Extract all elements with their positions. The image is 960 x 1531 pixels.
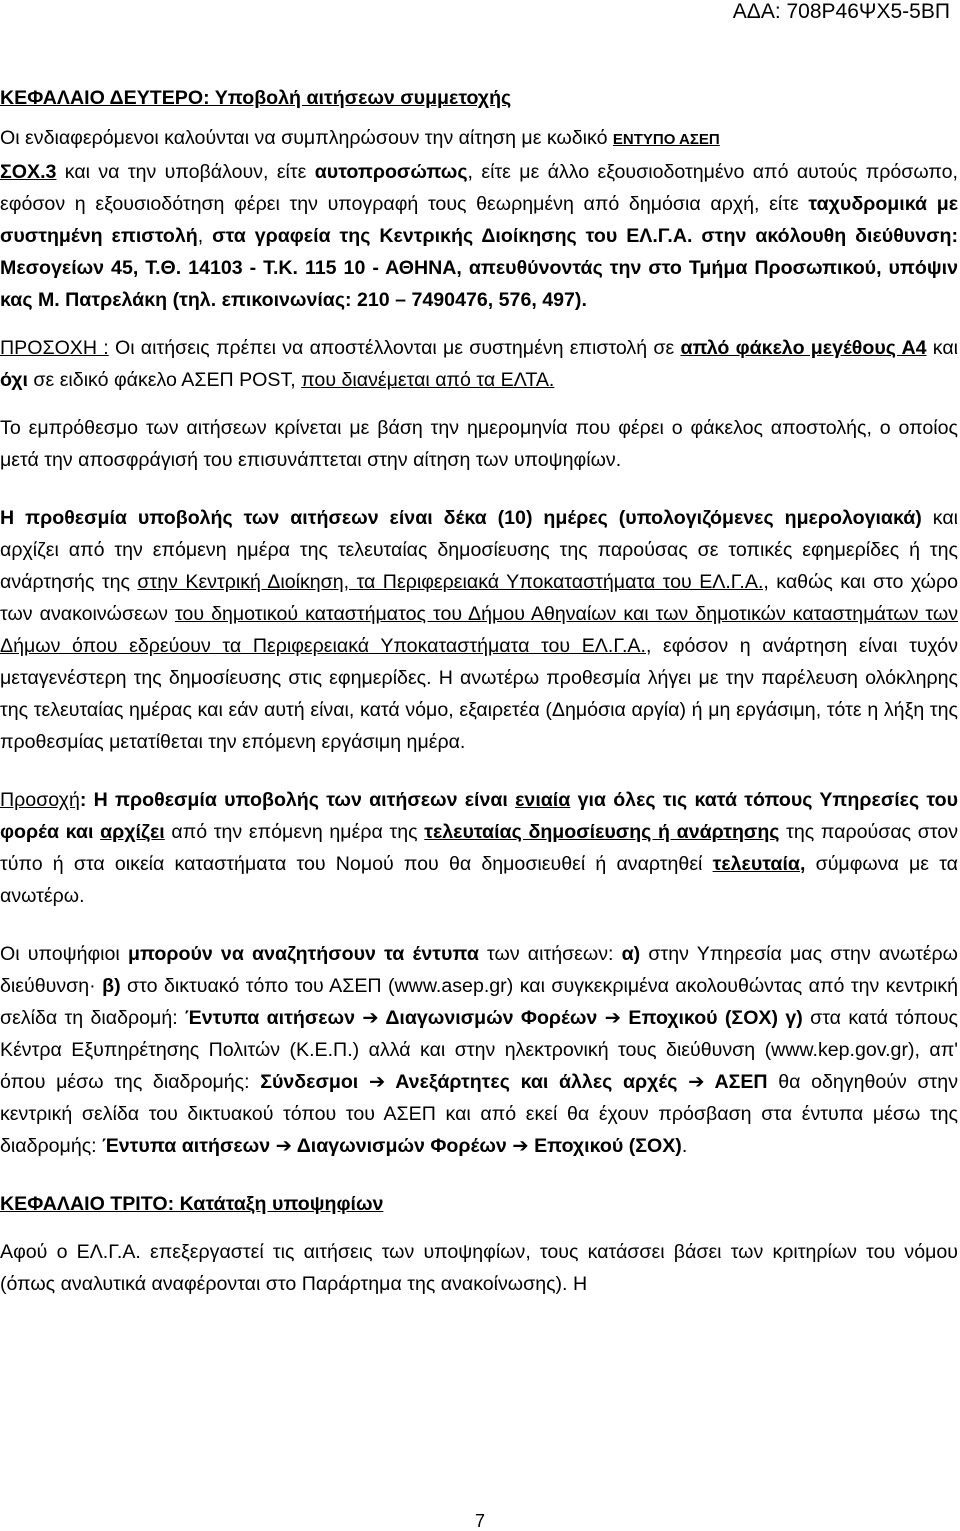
elta-text: που διανέμεται από τα ΕΛΤΑ. [301, 369, 555, 391]
form-code: ΕΝΤΥΠΟ ΑΣΕΠ [612, 131, 720, 148]
municipal-stores: του δημοτικού καταστήματος του Δήμου Αθηναίων και των δημοτικών καταστημάτων των Δήμων όπου εδρεύουν τα Περιφερειακά Υποκαταστήματα του ΕΛ.Γ.Α. [0, 603, 958, 657]
paragraph-unified-deadline [0, 784, 958, 912]
asep-path: Έντυπα αιτήσεων ➔ Διαγωνισμών Φορέων ➔ Εποχικού (ΣΟΧ) γ) [185, 1007, 803, 1029]
last-text: τελευταία, [712, 853, 806, 875]
form-code-2: ΣΟΧ.3 [0, 161, 57, 183]
in-person-text: αυτοπροσώπως [314, 161, 468, 183]
paragraph-forms [0, 938, 958, 1162]
text: . [681, 1135, 688, 1157]
registered-mail-text: ταχυδρομικά με συστημένη επιστολή [0, 193, 959, 247]
last-publication-text: τελευταίας δημοσίευσης ή ανάρτησης [424, 821, 780, 843]
option-a: α) [621, 943, 641, 965]
text: θα οδηγηθούν στην κεντρική σελίδα του δικτυακού τόπου του ΑΣΕΠ και από εκεί θα έχουν πρόσβαση στα έντυπα μέσω της διαδρομής: [0, 1071, 958, 1157]
asep-path-2: Έντυπα αιτήσεων ➔ Διαγωνισμών Φορέων ➔ Εποχικού (ΣΟΧ) [102, 1135, 682, 1157]
text: Οι αιτήσεις πρέπει να αποστέλλονται με συστημένη επιστολή σε [108, 337, 681, 359]
starts-text: αρχίζει [100, 821, 165, 843]
option-b: β) [102, 975, 121, 997]
envelope-text: απλό φάκελο μεγέθους Α4 [680, 337, 927, 359]
paragraph-timeliness: Το εμπρόθεσμο των αιτήσεων κρίνεται με βάση την ημερομηνία που φέρει ο φάκελος αποστολής, ο οποίος μετά την αποσφράγισή του επισυνάπτεται στην αίτηση των υποψηφίων. [0, 417, 958, 471]
text: της παρούσας στον τύπο ή στα οικεία καταστήματα του Νομού που θα δημοσιευθεί ή αναρτηθεί [0, 821, 958, 875]
text: , είτε με άλλο εξουσιοδοτημένο από αυτούς πρόσωπο, εφόσον η εξουσιοδότηση φέρει την υπογραφή τους θεωρημένη από δημόσια αρχή, είτε [0, 161, 959, 215]
ada-code: ΑΔΑ: 708Ρ46ΨΧ5-5ΒΠ [732, 0, 950, 23]
attention-label: ΠΡΟΣΟΧΗ : [0, 337, 109, 359]
deadline-text: Η προθεσμία υποβολής των αιτήσεων είναι δέκα (10) ημέρες (υπολογιζόμενες ημερολογιακά) [0, 507, 922, 529]
unified-text: ενιαία [515, 789, 571, 811]
paragraph-deadline [0, 502, 958, 758]
chapter-three-heading: ΚΕΦΑΛΑΙΟ ΤΡΙΤΟ: Κατάταξη υποψηφίων [0, 1193, 384, 1215]
text: των αιτήσεων: [478, 943, 622, 965]
address-text: στα γραφεία της Κεντρικής Διοίκησης του ΕΛ.Γ.Α. στην ακόλουθη διεύθυνση: Μεσογείων 45, Τ.Θ. 14103 - Τ.Κ. 115 10 - ΑΘΗΝΑ, απευθύνοντάς την στο Τμήμα Προσωπικού, υπόψιν κας Μ. Πατρελάκη (τηλ. επικοινωνίας: 210 – 7490476, 576, 497). [0, 225, 958, 311]
not-text: όχι [0, 369, 28, 391]
text: , εφόσον η ανάρτηση είναι τυχόν μεταγενέστερη της δημοσίευσης στις εφημερίδες. Η ανωτέρω προθεσμία λήγει με την παρέλευση ολόκληρης της τελευταίας ημέρας και εάν αυτή είναι, κατά νόμο, εξαιρετέα (Δημόσια αργία) ή μη εργάσιμη, τότε η λήξη της προθεσμίας μετατίθεται την επόμενη εργάσιμη ημέρα. [0, 635, 958, 753]
text: : Η προθεσμία υποβολής των αιτήσεων είναι [79, 789, 516, 811]
text: Οι υποψήφιοι [0, 943, 128, 965]
posting-locations: στην Κεντρική Διοίκηση, τα Περιφερειακά Υποκαταστήματα του ΕΛ.Γ.Α., [137, 571, 769, 593]
text: στα κατά τόπους Κέντρα Εξυπηρέτησης Πολιτών (Κ.Ε.Π.) αλλά και στην ηλεκτρονική τους διεύθυνση (www.kep.gov.gr), απ' όπου μέσω της διαδρομής: [0, 1007, 958, 1093]
text: στην Υπηρεσία μας στην ανωτέρω διεύθυνση· [0, 943, 958, 997]
document-body [0, 82, 958, 1300]
text: για όλες τις κατά τόπους Υπηρεσίες του φορέα και [0, 789, 958, 843]
text: και να την υποβάλουν, είτε [56, 161, 315, 183]
text: στο δικτυακό τόπο του ΑΣΕΠ (www.asep.gr) και συγκεκριμένα ακολουθώντας από την κεντρική σελίδα τη διαδρομή: [0, 975, 959, 1029]
text: σε ειδικό φάκελο ΑΣΕΠ POST, [27, 369, 302, 391]
attention-label-2: Προσοχή [0, 789, 80, 811]
text: και [926, 337, 958, 359]
text: και αρχίζει από την επόμενη ημέρα της τελευταίας δημοσίευσης της παρούσας σε τοπικές εφημερίδες ή της ανάρτησής της [0, 507, 958, 593]
paragraph-ranking: Αφού ο ΕΛ.Γ.Α. επεξεργαστεί τις αιτήσεις των υποψηφίων, τους κατάσσει βάσει των κριτηρίων του νόμου (όπως αναλυτικά αναφέρονται στο Παράρτημα της ανακοίνωσης). Η [0, 1241, 958, 1295]
page-number: 7 [474, 1511, 485, 1531]
paragraph-attention [0, 332, 958, 396]
text: από την επόμενη ημέρα της [164, 821, 425, 843]
text: , [197, 225, 213, 247]
kep-path: Σύνδεσμοι ➔ Ανεξάρτητες και άλλες αρχές ➔ ΑΣΕΠ [260, 1071, 768, 1093]
forms-text: μπορούν να αναζητήσουν τα έντυπα [127, 943, 479, 965]
paragraph-submission [0, 122, 958, 316]
text: Οι ενδιαφερόμενοι καλούνται να συμπληρώσουν την αίτηση με κωδικό [0, 127, 613, 149]
chapter-two-heading: ΚΕΦΑΛΑΙΟ ΔΕΥΤΕΡΟ: Υποβολή αιτήσεων συμμετοχής [0, 87, 512, 109]
text: καθώς και στο χώρο των ανακοινώσεων [0, 571, 958, 625]
text: σύμφωνα με τα ανωτέρω. [0, 853, 958, 907]
